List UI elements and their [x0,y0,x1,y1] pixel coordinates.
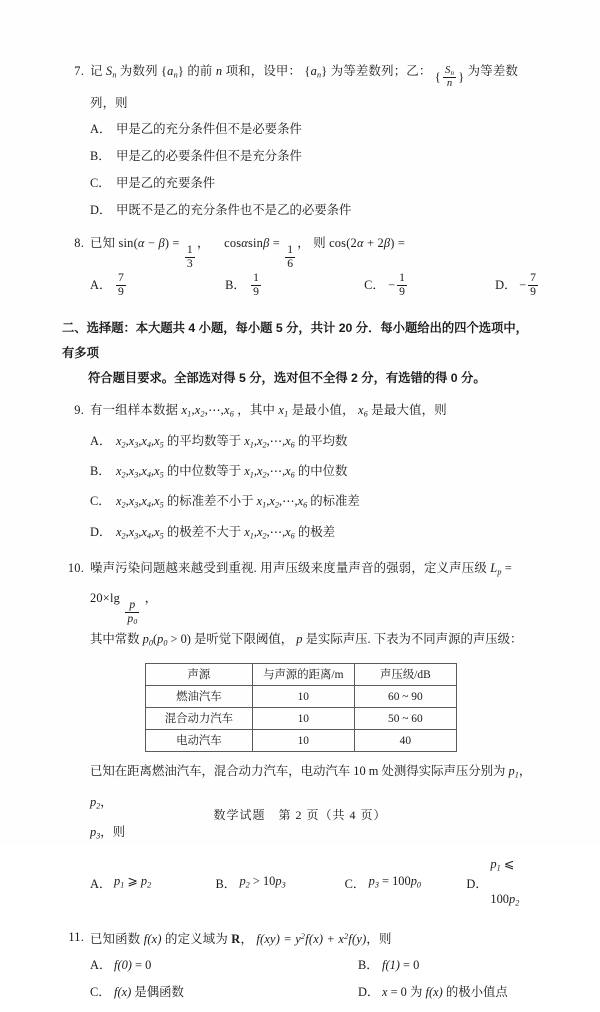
option-8-B-letter: B． [225,278,246,293]
option-10-D-value: $p_1$ ⩽ $100p_2$ [490,857,520,907]
section-2-line-2: 符合题目要求。全部选对得 5 分，选对但不全得 2 分，有选错的得 0 分。 [88,371,486,386]
q8-frac-1-6: $\frac{1}{6}$ [287,243,294,270]
option-11-B[interactable] [358,952,419,979]
q9-x6: $x_6$ [357,403,368,419]
option-8-A-letter: A． [90,278,112,293]
option-10-A[interactable] [90,849,215,918]
q10-frac-den: $p_0$ [127,611,138,626]
q7-sym-n: n [215,64,223,78]
table-cell-distance-1: 10 [252,686,354,708]
option-7-A[interactable] [62,116,540,143]
table-header-level: 声压级/dB [354,664,456,686]
q8-stem-prefix: 已知 [90,236,116,251]
option-11-A[interactable] [90,952,358,979]
q9-seq-full: $x_1,x_2,\cdots,x_6$ [181,403,234,419]
q10-frac-p-p0: $\frac{p}{p_0}$ [127,598,138,626]
q9b-set-full: $x_1,x_2,\cdots,x_6$ [244,463,295,480]
option-7-D-letter: D． [90,203,112,218]
q11-stem-mid2: ， [240,931,254,946]
sound-pressure-table [145,663,457,752]
option-9-C-text [116,488,540,518]
option-7-D-text: 甲既不是乙的充分条件也不是乙的必要条件 [116,203,352,218]
question-7-stem-text [90,58,540,116]
option-10-B-value: $p_2 > 10p_3$ [239,874,286,890]
q7-frac-Sn-n: { $\frac{S_n}{n}$ } [434,64,465,90]
question-7 [62,58,540,224]
q9b-set-small: $x_2,x_3,x_4,x_5$ [116,463,164,480]
table-header-row [146,664,457,686]
option-7-A-letter: A． [90,122,112,137]
option-9-A[interactable] [62,428,540,458]
q11-stem-prefix: 已知函数 [90,931,141,946]
q8-sin: sin [118,236,134,251]
question-8-number: 8. [74,236,84,251]
option-9-C-letter: C． [90,494,111,509]
option-7-D[interactable] [62,197,540,224]
option-7-C-letter: C． [90,176,111,191]
q7-seq-a: $\{a_n\}$ [161,64,185,80]
option-9-B[interactable] [62,458,540,488]
q10-line2-a: 其中常数 [90,632,140,647]
q9a-set-small: $x_2,x_3,x_4,x_5$ [116,433,164,449]
q8-cos: cos [224,236,242,251]
q9c-suffix: 的标准差 [310,494,360,509]
option-10-C-value: $p_3 = 100p_0$ [368,874,421,890]
option-8-B[interactable] [225,270,364,300]
question-8-options [62,270,540,300]
option-11-A-value: f(0) = 0 [114,957,152,972]
table-cell-source-3: 电动汽车 [146,730,253,752]
q10-line1-text: 噪声污染问题越来越受到重视. 用声压级来度量声音的强弱，定义声压级 [90,560,487,575]
option-10-D[interactable] [466,849,540,918]
section-2-heading [62,316,540,391]
table-row [146,708,457,730]
option-8-A-value: $\frac{7}{9}$ [118,271,124,298]
table-row [146,730,457,752]
q7-seq-a2: $\{a_n\}$ [304,64,328,80]
question-7-number: 7. [74,64,84,78]
q10-lg: lg [110,591,121,606]
q10-p0-cond: $p_0(p_0 > 0)$ [142,632,191,648]
option-9-A-letter: A． [90,433,112,448]
question-10-stem [62,555,540,626]
option-11-A-letter: A． [90,957,112,972]
q9-x1: $x_1$ [278,403,289,419]
option-8-C-value: $\frac{1}{9}$ [399,271,405,298]
q10-line2-c: 是实际声压. 下表为不同声源的声压级： [305,632,523,647]
q11-functional-equation: $f(xy) = y^2f(x) + x^2f(y)$ [256,931,367,946]
q9a-relation: 的平均数等于 [166,433,242,448]
table-cell-distance-3: 10 [252,730,354,752]
q9a-suffix: 的平均数 [297,433,348,448]
q9c-set-full: $x_1,x_2,\cdots,x_6$ [256,494,308,510]
q10-p-sym: p [296,632,303,647]
question-11-options-row-2 [62,979,540,1006]
question-9-stem [62,397,540,427]
option-9-B-text [116,458,540,488]
option-7-C-text: 甲是乙的充要条件 [116,176,216,191]
q9d-set-full: $x_1,x_2,\cdots,x_6$ [244,524,295,540]
q7-stem-tail: 为等差数列，则 [90,64,519,111]
option-9-D-text [116,519,540,549]
option-11-C-letter: C． [90,984,111,999]
question-11 [62,924,540,1006]
question-10-number: 10. [67,560,84,575]
option-8-D-value: $\frac{7}{9}$ [530,271,536,298]
question-9-number: 9. [74,403,84,418]
q9d-relation: 的极差不大于 [166,524,242,539]
option-8-C-letter: C． [364,278,385,293]
question-10-stem-line-1: 噪声污染问题越来越受到重视. 用声压级来度量声音的强弱，定义声压级 $L_p = 20\times\lg$ $\frac{p}{p_0}$ ， [90,560,513,626]
q9-stem-mid2: 是最小值， [291,403,355,418]
table-cell-level-1: 60 ~ 90 [354,686,456,708]
q9c-set-small: $x_2,x_3,x_4,x_5$ [116,494,164,510]
q7-stem-mid4: 为等差数列；乙： [330,64,432,78]
option-10-D-letter: D． [466,876,488,891]
question-8-stem-text: 已知 sin(α − β) = $\frac{1}{3}$ ， cosαsinβ = $\frac{1}{6}$ ， 则 cos(2α + 2β) = [90,236,406,270]
q11-stem-mid1: 的定义域为 [165,931,228,946]
page-content [62,58,540,1012]
question-11-stem-text [90,924,540,952]
table-row [146,686,457,708]
table-header-distance: 与声源的距离/m [252,664,354,686]
q9b-relation: 的中位数等于 [166,463,242,478]
option-8-A[interactable] [90,270,225,300]
table-cell-level-3: 40 [354,730,456,752]
question-9-options [62,428,540,549]
option-9-A-text [116,428,540,458]
question-11-options-row-1 [62,952,540,979]
q10-after-c: ，则 [100,824,126,839]
option-9-D[interactable] [62,519,540,549]
q10-line2-b: 是听觉下限阈值， [194,632,294,647]
option-10-C[interactable] [345,849,467,918]
q10-after-a: 已知在距离燃油汽车，混合动力汽车，电动汽车 10 m 处测得实际声压分别为 [90,764,506,779]
q9c-relation: 的标准差不小于 [166,494,254,509]
question-10-after-table-line-2 [62,819,540,849]
option-11-B-value: f(1) = 0 [382,957,420,972]
q11-R: R [231,931,241,946]
option-10-B[interactable] [215,849,344,918]
question-10-options [62,849,540,918]
q10-p1: $p_1$ [508,764,519,780]
question-8-stem [62,230,540,270]
option-8-D-sign: − [519,278,527,293]
option-8-D[interactable] [495,270,540,300]
q9d-set-small: $x_2,x_3,x_4,x_5$ [116,524,164,540]
option-8-D-letter: D． [495,278,517,293]
page-footer: 数学试题 第 2 页（共 4 页） [213,808,387,822]
q10-after-b: ， [518,764,532,779]
question-11-stem [62,924,540,952]
q7-stem-mid3: 项和，设甲： [225,64,302,78]
question-10-stem-line-2 [62,626,540,656]
option-10-A-value: $p_1$ ⩾ $p_2$ [114,874,152,890]
q7-frac-num: $S_n$ [444,64,455,77]
option-7-A-text: 甲是乙的充分条件但不是必要条件 [116,122,302,137]
question-10 [62,555,540,918]
option-8-C-sign: − [388,278,396,293]
q11-stem-tail: ，则 [366,931,392,946]
option-11-B-letter: B． [358,957,379,972]
option-10-B-letter: B． [215,876,237,891]
q11-fx: f(x) [143,931,162,946]
q10-line1-tail: ， [144,591,158,606]
q9-stem-prefix: 有一组样本数据 [90,403,179,418]
q9b-suffix: 的中位数 [297,463,348,478]
q7-stem-prefix: 记 [90,64,103,78]
table-cell-source-1: 燃油汽车 [146,686,253,708]
q7-stem-mid1: 为数列 [119,64,158,78]
option-9-B-letter: B． [90,463,111,478]
question-9-stem-text [90,397,540,427]
question-7-stem [62,58,540,116]
question-7-options [62,116,540,224]
table-cell-source-2: 混合动力汽车 [146,708,253,730]
option-9-C[interactable] [62,488,540,518]
question-9 [62,397,540,548]
option-7-B[interactable] [62,143,540,170]
section-2-line-1: 二、选择题：本大题共 4 小题，每小题 5 分，共计 20 分．每小题给出的四个选项中，有多项 [62,321,528,361]
option-11-C[interactable] [90,979,358,1006]
option-7-B-text: 甲是乙的必要条件但不是充分条件 [116,149,302,164]
option-10-C-letter: C． [344,876,366,891]
q8-beta: β [158,236,165,251]
table-cell-distance-2: 10 [252,708,354,730]
q10-after-b2: ， [100,794,113,809]
q9a-set-full: $x_1,x_2,\cdots,x_6$ [244,433,295,449]
q7-sym-S: $S_n$ [105,64,117,80]
option-7-B-letter: B． [90,149,111,164]
option-7-C[interactable] [62,170,540,197]
sound-table-wrapper [62,663,540,752]
q7-frac-den: n [443,77,456,90]
option-8-B-value: $\frac{1}{9}$ [253,271,259,298]
option-10-A-letter: A． [90,876,112,891]
q9-stem-tail: 是最大值，则 [371,403,447,418]
q9d-suffix: 的极差 [297,524,336,539]
q8-alpha: α [137,236,145,251]
option-11-D[interactable] [358,979,508,1006]
q9-stem-mid1: ，其中 [237,403,276,418]
option-11-D-letter: D． [358,984,380,999]
question-8 [62,230,540,300]
option-11-D-value: x = 0 为 f(x) 的极小值点 [382,984,508,999]
option-8-C[interactable] [364,270,495,300]
q10-p2: $p_2$ [90,794,101,810]
q10-p3: $p_3$ [90,824,101,841]
table-header-source: 声源 [146,664,253,686]
option-11-C-value: f(x) 是偶函数 [114,984,184,999]
option-9-D-letter: D． [90,524,112,539]
q10-Lp: $L_p$ [490,560,502,577]
q8-frac-1-3: $\frac{1}{3}$ [186,243,193,270]
question-11-number: 11. [68,929,84,944]
q7-stem-mid2: 的前 [187,64,213,78]
table-cell-level-2: 50 ~ 60 [354,708,456,730]
